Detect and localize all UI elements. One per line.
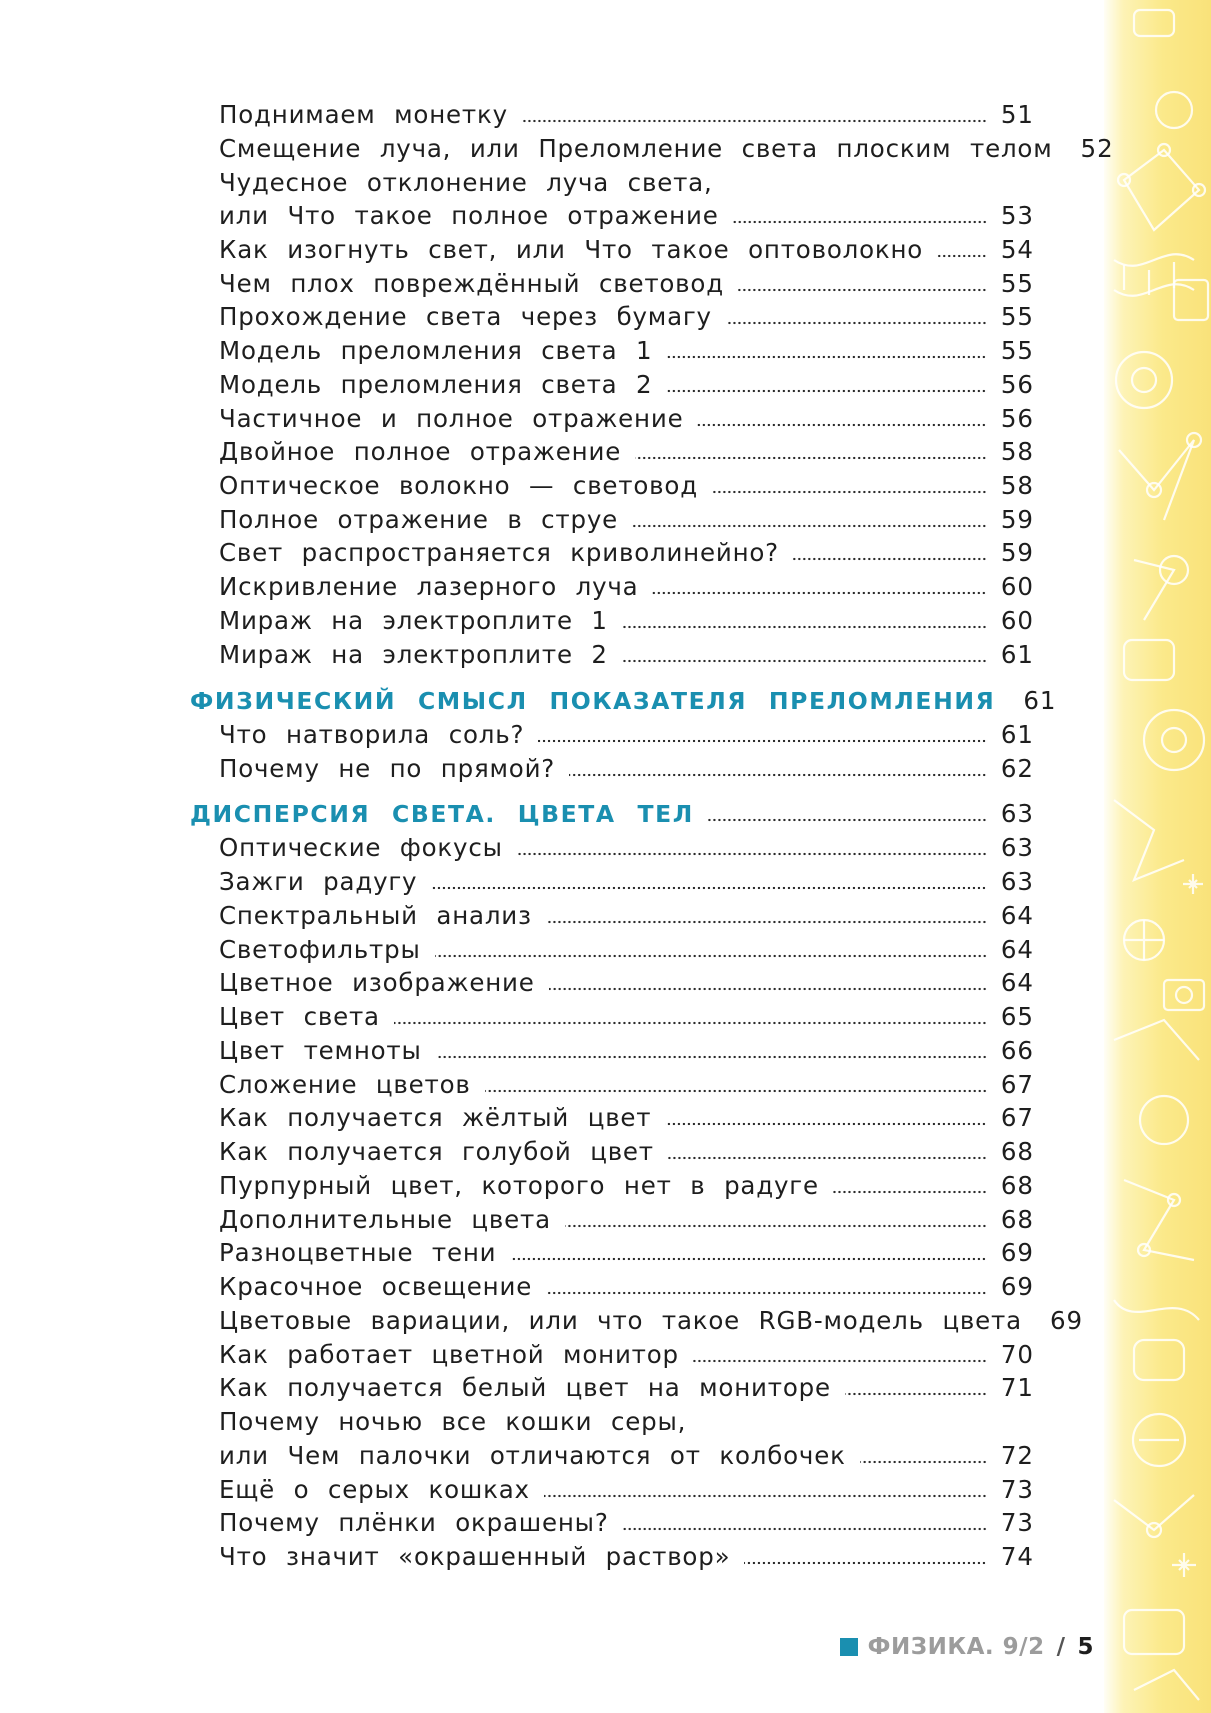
entry-title: Цвет темноты — [219, 1036, 422, 1065]
dot-leader — [793, 556, 987, 562]
entry-title: Как работает цветной монитор — [219, 1340, 679, 1369]
toc-entry — [219, 754, 1034, 786]
entry-title: Оптическое волокно — световод — [219, 471, 698, 500]
page-number: 68 — [1000, 1205, 1034, 1234]
entry-title: Модель преломления света 2 — [219, 370, 653, 399]
dot-leader — [860, 1459, 987, 1465]
entry-title: Прохождение света через бумагу — [219, 302, 712, 331]
entry-title: Полное отражение в струе — [219, 505, 619, 534]
dot-leader — [652, 590, 986, 596]
dot-leader — [937, 253, 987, 259]
page-number: 55 — [1000, 302, 1034, 331]
toc-entry — [219, 302, 1034, 334]
toc-entry — [219, 572, 1034, 604]
toc-entry — [219, 168, 1034, 200]
entry-title: Чудесное отклонение луча света, — [219, 168, 713, 197]
toc-entry — [219, 370, 1034, 402]
footer-marker-icon — [840, 1638, 858, 1656]
toc-entry — [219, 1036, 1034, 1068]
dot-leader — [733, 219, 987, 225]
entry-title: Цвет света — [219, 1002, 380, 1031]
page-number: 56 — [1000, 370, 1034, 399]
toc-entry — [219, 1373, 1034, 1405]
page-number: 67 — [1000, 1103, 1034, 1132]
section-title: ФИЗИЧЕСКИЙ СМЫСЛ ПОКАЗАТЕЛЯ ПРЕЛОМЛЕНИЯ — [190, 687, 996, 715]
toc-entry — [219, 1070, 1034, 1102]
toc-entry — [219, 1171, 1034, 1203]
dot-leader — [635, 455, 987, 461]
entry-title: Что значит «окрашенный раствор» — [219, 1542, 731, 1571]
entry-title: Спектральный анализ — [219, 901, 532, 930]
page-number: 60 — [1000, 572, 1034, 601]
dot-leader — [632, 523, 987, 529]
toc-entry — [219, 1508, 1034, 1540]
toc-entry — [219, 606, 1034, 638]
entry-title: Модель преломления света 1 — [219, 336, 653, 365]
entry-title: Частичное и полное отражение — [219, 404, 684, 433]
page-number: 72 — [1000, 1441, 1034, 1470]
section-title: ДИСПЕРСИЯ СВЕТА. ЦВЕТА ТЕЛ — [190, 800, 694, 828]
page-number: 56 — [1000, 404, 1034, 433]
entry-title: Искривление лазерного луча — [219, 572, 639, 601]
dot-leader — [517, 851, 987, 857]
page-number: 67 — [1000, 1070, 1034, 1099]
dot-leader — [666, 354, 986, 360]
dot-leader — [569, 772, 987, 778]
page-number: 71 — [1000, 1373, 1034, 1402]
dot-leader — [546, 919, 987, 925]
toc-entry — [219, 404, 1034, 436]
dot-leader — [712, 489, 987, 495]
page-number: 52 — [1080, 134, 1114, 163]
toc-entry — [219, 1238, 1034, 1270]
page-number: 69 — [1000, 1272, 1034, 1301]
toc-entry — [219, 720, 1034, 752]
footer-page-number: 5 — [1077, 1634, 1094, 1660]
dot-leader — [668, 1155, 987, 1161]
page-number: 51 — [1000, 100, 1034, 129]
page-number: 69 — [1000, 1238, 1034, 1267]
dot-leader — [744, 1560, 986, 1566]
entry-title: Смещение луча, или Преломление света плоским телом — [219, 134, 1053, 163]
toc-entry — [219, 935, 1034, 967]
page-number: 64 — [1000, 968, 1034, 997]
dot-leader — [549, 986, 987, 992]
toc-entry — [219, 867, 1034, 899]
dot-leader — [738, 287, 987, 293]
entry-title: Чем плох повреждённый световод — [219, 269, 724, 298]
toc-entry — [219, 1272, 1034, 1304]
entry-title: Почему ночью все кошки серы, — [219, 1407, 687, 1436]
page-number: 73 — [1000, 1475, 1034, 1504]
toc-entry — [219, 901, 1034, 933]
footer-separator: / — [1056, 1634, 1066, 1660]
page-number: 59 — [1000, 505, 1034, 534]
page-number: 58 — [1000, 437, 1034, 466]
entry-title: Сложение цветов — [219, 1070, 471, 1099]
footer-book-title: ФИЗИКА. 9/2 — [867, 1634, 1045, 1660]
toc-entry — [219, 640, 1034, 672]
entry-title: Мираж на электроплите 1 — [219, 606, 608, 635]
dot-leader — [522, 118, 987, 124]
toc-entry — [219, 201, 1034, 233]
toc-entry — [219, 235, 1034, 267]
page-number: 63 — [1000, 799, 1034, 828]
dot-leader — [485, 1088, 987, 1094]
toc-entry — [219, 1542, 1034, 1574]
entry-title: Дополнительные цвета — [219, 1205, 551, 1234]
page-number: 64 — [1000, 901, 1034, 930]
dot-leader — [697, 422, 986, 428]
science-doodle-pattern — [1104, 0, 1211, 1713]
page-number: 60 — [1000, 606, 1034, 635]
page-number: 70 — [1000, 1340, 1034, 1369]
entry-title: Как получается жёлтый цвет — [219, 1103, 652, 1132]
entry-title: Ещё о серых кошках — [219, 1475, 530, 1504]
dot-leader — [435, 953, 987, 959]
entry-title: Почему плёнки окрашены? — [219, 1508, 609, 1537]
page-number: 68 — [1000, 1171, 1034, 1200]
entry-title: или Что такое полное отражение — [219, 201, 719, 230]
dot-leader — [394, 1020, 987, 1026]
toc-entry — [219, 1340, 1034, 1372]
dot-leader — [726, 320, 987, 326]
toc-entry — [219, 833, 1034, 865]
page-number: 63 — [1000, 833, 1034, 862]
toc-entry — [219, 1475, 1034, 1507]
toc-entry — [219, 437, 1034, 469]
toc-section-heading — [190, 799, 1034, 831]
dot-leader — [708, 817, 987, 823]
page-footer — [840, 1632, 1094, 1662]
toc-entry — [219, 1205, 1034, 1237]
entry-title: Оптические фокусы — [219, 833, 503, 862]
dot-leader — [666, 388, 986, 394]
toc-entry — [219, 1103, 1034, 1135]
page-number: 63 — [1000, 867, 1034, 896]
toc-entry — [219, 336, 1034, 368]
entry-title: Что натворила соль? — [219, 720, 525, 749]
page-number: 55 — [1000, 269, 1034, 298]
entry-title: Разноцветные тени — [219, 1238, 497, 1267]
toc-entry — [219, 968, 1034, 1000]
entry-title: Поднимаем монетку — [219, 100, 508, 129]
page-number: 61 — [1000, 720, 1034, 749]
dot-leader — [833, 1189, 987, 1195]
entry-title: Красочное освещение — [219, 1272, 533, 1301]
page-number: 53 — [1000, 201, 1034, 230]
page-number: 54 — [1000, 235, 1034, 264]
page-number: 73 — [1000, 1508, 1034, 1537]
dot-leader — [510, 1256, 986, 1262]
dot-leader — [665, 1121, 986, 1127]
entry-title: Мираж на электроплите 2 — [219, 640, 608, 669]
dot-leader — [431, 885, 986, 891]
page-number: 74 — [1000, 1542, 1034, 1571]
entry-title: Как изогнуть свет, или Что такое оптоволокно — [219, 235, 924, 264]
entry-title: Пурпурный цвет, которого нет в радуге — [219, 1171, 819, 1200]
entry-title: Свет распространяется криволинейно? — [219, 538, 779, 567]
decorative-side-band — [1104, 0, 1211, 1713]
dot-leader — [623, 1526, 987, 1532]
entry-title: Цветное изображение — [219, 968, 535, 997]
entry-title: Почему не по прямой? — [219, 754, 556, 783]
dot-leader — [693, 1358, 987, 1364]
page-number: 59 — [1000, 538, 1034, 567]
toc-entry — [219, 100, 1034, 132]
toc-entry — [219, 1306, 1084, 1338]
dot-leader — [436, 1054, 987, 1060]
dot-leader — [622, 624, 987, 630]
dot-leader — [565, 1223, 987, 1229]
page-number: 61 — [1000, 640, 1034, 669]
page-number: 61 — [1023, 686, 1057, 715]
page-number: 68 — [1000, 1137, 1034, 1166]
entry-title: Зажги радугу — [219, 867, 418, 896]
toc-entry — [219, 1441, 1034, 1473]
entry-title: Светофильтры — [219, 935, 421, 964]
entry-title: Цветовые вариации, или что такое RGB-модель цвета — [219, 1306, 1022, 1335]
page-number: 69 — [1049, 1306, 1084, 1335]
page-number: 64 — [1000, 935, 1034, 964]
entry-title: Как получается белый цвет на мониторе — [219, 1373, 831, 1402]
entry-title: Как получается голубой цвет — [219, 1137, 654, 1166]
toc-entry — [219, 1137, 1034, 1169]
page-number: 55 — [1000, 336, 1034, 365]
toc-entry — [219, 505, 1034, 537]
dot-leader — [546, 1290, 987, 1296]
page-number: 58 — [1000, 471, 1034, 500]
dot-leader — [845, 1391, 987, 1397]
dot-leader — [622, 658, 987, 664]
toc-entry — [219, 269, 1034, 301]
page-number: 62 — [1000, 754, 1034, 783]
toc-entry — [219, 134, 1114, 166]
page-number: 66 — [1000, 1036, 1034, 1065]
toc-entry — [219, 471, 1034, 503]
dot-leader — [544, 1493, 987, 1499]
page-number: 65 — [1000, 1002, 1034, 1031]
toc-entry — [219, 1002, 1034, 1034]
entry-title: Двойное полное отражение — [219, 437, 622, 466]
entry-title: или Чем палочки отличаются от колбочек — [219, 1441, 846, 1470]
toc-section-heading — [190, 686, 1057, 718]
dot-leader — [538, 738, 987, 744]
toc-entry — [219, 1407, 1034, 1439]
toc-entry — [219, 538, 1034, 570]
